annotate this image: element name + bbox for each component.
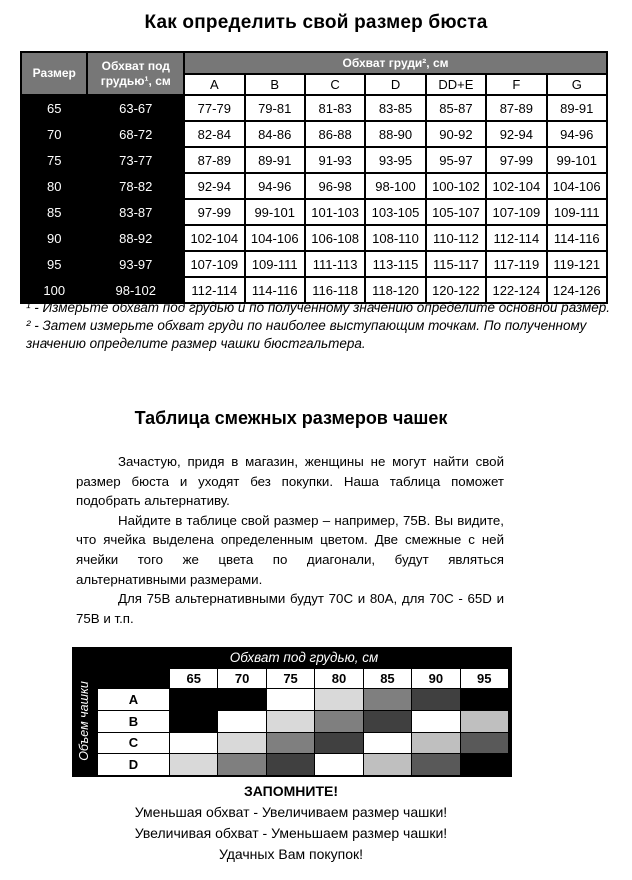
underbust-cell: 68-72 xyxy=(88,122,183,146)
bust-value-cell: 79-81 xyxy=(246,96,304,120)
footnote-2: ² - Затем измерьте обхват груди по наиболее выступающим точкам. По полученному значению определите размер чашки бюстгальтера. xyxy=(26,318,587,351)
table-row xyxy=(22,122,606,146)
cup-grid-side-label: Объем чашки xyxy=(77,681,91,761)
remember-line-3: Удачных Вам покупок! xyxy=(218,846,364,862)
cup-grid-band-label: 75 xyxy=(267,669,314,688)
cup-grid-cell xyxy=(170,711,217,732)
table-row xyxy=(22,148,606,172)
table-row xyxy=(22,200,606,224)
bust-value-cell: 107-109 xyxy=(185,252,243,276)
remember-heading: ЗАПОМНИТЕ! xyxy=(243,783,339,799)
cup-grid-cell xyxy=(461,754,508,775)
cup-grid-cell xyxy=(315,711,362,732)
footnote-1: ¹ - Измерьте обхват под грудью и по полученному значению определите основной размер. xyxy=(26,300,611,315)
bust-value-cell: 99-101 xyxy=(246,200,304,224)
cup-grid-cell xyxy=(412,754,459,775)
band-size-cell: 70 xyxy=(22,122,86,146)
cup-header-cell: F xyxy=(487,75,545,94)
cup-grid-cell xyxy=(364,711,411,732)
cup-grid-cell xyxy=(412,689,459,710)
bust-value-cell: 97-99 xyxy=(185,200,243,224)
bust-value-cell: 102-104 xyxy=(185,226,243,250)
bust-value-cell: 108-110 xyxy=(366,226,424,250)
bust-value-cell: 96-98 xyxy=(306,174,364,198)
header-underbust xyxy=(88,53,183,94)
bust-value-cell: 88-90 xyxy=(366,122,424,146)
cup-grid-cell xyxy=(218,733,265,754)
bust-value-cell: 101-103 xyxy=(306,200,364,224)
bust-value-cell: 105-107 xyxy=(427,200,485,224)
intro-paragraph-2: Найдите в таблице свой размер – например, 75В. Вы видите, что ячейка выделена определенным цветом. Две смежные с ней ячейки того же цвета по диагонали, будут являться альтернативными размерами. xyxy=(76,512,504,587)
cup-grid-cell xyxy=(461,689,508,710)
table-row xyxy=(22,252,606,276)
table-row xyxy=(22,174,606,198)
cup-grid-cell xyxy=(364,733,411,754)
underbust-cell: 93-97 xyxy=(88,252,183,276)
cup-grid-band-label: 85 xyxy=(364,669,411,688)
bra-size-table xyxy=(20,51,608,304)
bust-value-cell: 100-102 xyxy=(427,174,485,198)
bust-value-cell: 77-79 xyxy=(185,96,243,120)
bust-value-cell: 85-87 xyxy=(427,96,485,120)
cup-header-cell: B xyxy=(246,75,304,94)
bust-value-cell: 120-122 xyxy=(427,278,485,302)
cup-header-cell: DD+E xyxy=(427,75,485,94)
cup-grid-row-label: A xyxy=(98,689,169,710)
bust-value-cell: 87-89 xyxy=(185,148,243,172)
cup-grid-band-label: 70 xyxy=(218,669,265,688)
cup-grid-cell xyxy=(218,711,265,732)
bust-value-cell: 92-94 xyxy=(487,122,545,146)
underbust-cell: 98-102 xyxy=(88,278,183,302)
cup-grid-row-label: C xyxy=(98,733,169,754)
underbust-cell: 78-82 xyxy=(88,174,183,198)
cup-grid-cell xyxy=(218,754,265,775)
cup-grid-cell xyxy=(461,711,508,732)
cup-grid-cell xyxy=(267,689,314,710)
size-table-body xyxy=(22,96,606,302)
bust-value-cell: 86-88 xyxy=(306,122,364,146)
remember-block xyxy=(0,781,582,865)
band-size-cell: 85 xyxy=(22,200,86,224)
bust-value-cell: 97-99 xyxy=(487,148,545,172)
underbust-cell: 73-77 xyxy=(88,148,183,172)
cup-grid-cell xyxy=(364,689,411,710)
cup-grid-side-label-box xyxy=(72,665,96,777)
header-bust: Обхват груди², см xyxy=(185,53,606,73)
bust-value-cell: 117-119 xyxy=(487,252,545,276)
cup-grid-cell xyxy=(315,754,362,775)
bust-value-cell: 109-111 xyxy=(548,200,606,224)
cup-grid-row-labels xyxy=(98,689,169,775)
band-size-cell: 95 xyxy=(22,252,86,276)
bust-value-cell: 106-108 xyxy=(306,226,364,250)
cup-grid-band-label: 80 xyxy=(315,669,362,688)
bust-value-cell: 107-109 xyxy=(487,200,545,224)
cup-size-grid xyxy=(72,647,512,777)
bust-value-cell: 122-124 xyxy=(487,278,545,302)
bust-value-cell: 83-85 xyxy=(366,96,424,120)
remember-line-1: Уменьшая обхват - Увеличиваем размер чашки! xyxy=(134,804,448,820)
cup-grid-cell xyxy=(315,689,362,710)
band-size-cell: 80 xyxy=(22,174,86,198)
bust-value-cell: 116-118 xyxy=(306,278,364,302)
bust-value-cell: 91-93 xyxy=(306,148,364,172)
intro-paragraph-3: Для 75В альтернативными будут 70С и 80А, для 70С - 65D и 75В и т.п. xyxy=(76,591,504,626)
cup-grid-cells xyxy=(170,689,508,775)
band-size-cell: 100 xyxy=(22,278,86,302)
bust-value-cell: 124-126 xyxy=(548,278,606,302)
cup-grid-band-header xyxy=(170,669,508,688)
bust-value-cell: 93-95 xyxy=(366,148,424,172)
bust-value-cell: 89-91 xyxy=(548,96,606,120)
bust-value-cell: 87-89 xyxy=(487,96,545,120)
bust-value-cell: 109-111 xyxy=(246,252,304,276)
cup-grid-cell xyxy=(267,733,314,754)
bust-value-cell: 113-115 xyxy=(366,252,424,276)
bust-value-cell: 111-113 xyxy=(306,252,364,276)
bust-value-cell: 118-120 xyxy=(366,278,424,302)
bust-value-cell: 104-106 xyxy=(246,226,304,250)
bust-value-cell: 119-121 xyxy=(548,252,606,276)
bust-value-cell: 104-106 xyxy=(548,174,606,198)
bust-value-cell: 90-92 xyxy=(427,122,485,146)
cup-grid-cell xyxy=(267,711,314,732)
bust-value-cell: 103-105 xyxy=(366,200,424,224)
cup-grid-cell xyxy=(218,689,265,710)
bust-value-cell: 99-101 xyxy=(548,148,606,172)
cup-grid-row-label: D xyxy=(98,754,169,775)
bust-value-cell: 82-84 xyxy=(185,122,243,146)
cup-grid-cell xyxy=(170,754,217,775)
table-row xyxy=(22,226,606,250)
cup-grid-cell xyxy=(412,711,459,732)
cup-header-cell: D xyxy=(366,75,424,94)
cup-grid-cell xyxy=(461,733,508,754)
page-title: Как определить свой размер бюста xyxy=(144,12,488,33)
band-size-cell: 90 xyxy=(22,226,86,250)
underbust-cell: 83-87 xyxy=(88,200,183,224)
cup-grid-row-label: B xyxy=(98,711,169,732)
intro-paragraph-1: Зачастую, придя в магазин, женщины не могут найти свой размер бюста и уходят без покупки. Наша таблица поможет подобрать альтернативу. xyxy=(76,454,504,509)
band-size-cell: 65 xyxy=(22,96,86,120)
bust-value-cell: 112-114 xyxy=(185,278,243,302)
bust-value-cell: 92-94 xyxy=(185,174,243,198)
cup-grid-band-label: 90 xyxy=(412,669,459,688)
bust-value-cell: 94-96 xyxy=(548,122,606,146)
header-underbust-line1: Обхват под xyxy=(101,58,170,73)
remember-line-2: Увеличивая обхват - Уменьшаем размер чашки! xyxy=(134,825,448,841)
cup-header-cell: C xyxy=(306,75,364,94)
cup-grid-cell xyxy=(170,733,217,754)
cup-grid-cell xyxy=(267,754,314,775)
bust-value-cell: 98-100 xyxy=(366,174,424,198)
cup-grid-cell xyxy=(170,689,217,710)
band-size-cell: 75 xyxy=(22,148,86,172)
header-underbust-line2: грудью¹, см xyxy=(100,73,171,88)
bust-value-cell: 89-91 xyxy=(246,148,304,172)
cup-grid-cell xyxy=(412,733,459,754)
cup-grid-cell xyxy=(315,733,362,754)
section-title: Таблица смежных размеров чашек xyxy=(134,408,448,428)
bust-value-cell: 114-116 xyxy=(548,226,606,250)
bust-value-cell: 94-96 xyxy=(246,174,304,198)
intro-text xyxy=(76,452,504,628)
cup-grid-band-label: 95 xyxy=(461,669,508,688)
table-row xyxy=(22,96,606,120)
underbust-cell: 88-92 xyxy=(88,226,183,250)
cup-header-cell: A xyxy=(185,75,243,94)
footnotes xyxy=(26,299,616,353)
bust-value-cell: 81-83 xyxy=(306,96,364,120)
cup-grid-band-label: 65 xyxy=(170,669,217,688)
bust-value-cell: 115-117 xyxy=(427,252,485,276)
bust-value-cell: 102-104 xyxy=(487,174,545,198)
header-size: Размер xyxy=(22,53,86,94)
cup-grid-cell xyxy=(364,754,411,775)
bust-value-cell: 112-114 xyxy=(487,226,545,250)
cup-header-cell: G xyxy=(548,75,606,94)
cup-grid-header: Обхват под грудью, см xyxy=(229,650,379,665)
underbust-cell: 63-67 xyxy=(88,96,183,120)
bust-value-cell: 114-116 xyxy=(246,278,304,302)
bust-value-cell: 84-86 xyxy=(246,122,304,146)
bust-value-cell: 95-97 xyxy=(427,148,485,172)
bust-value-cell: 110-112 xyxy=(427,226,485,250)
